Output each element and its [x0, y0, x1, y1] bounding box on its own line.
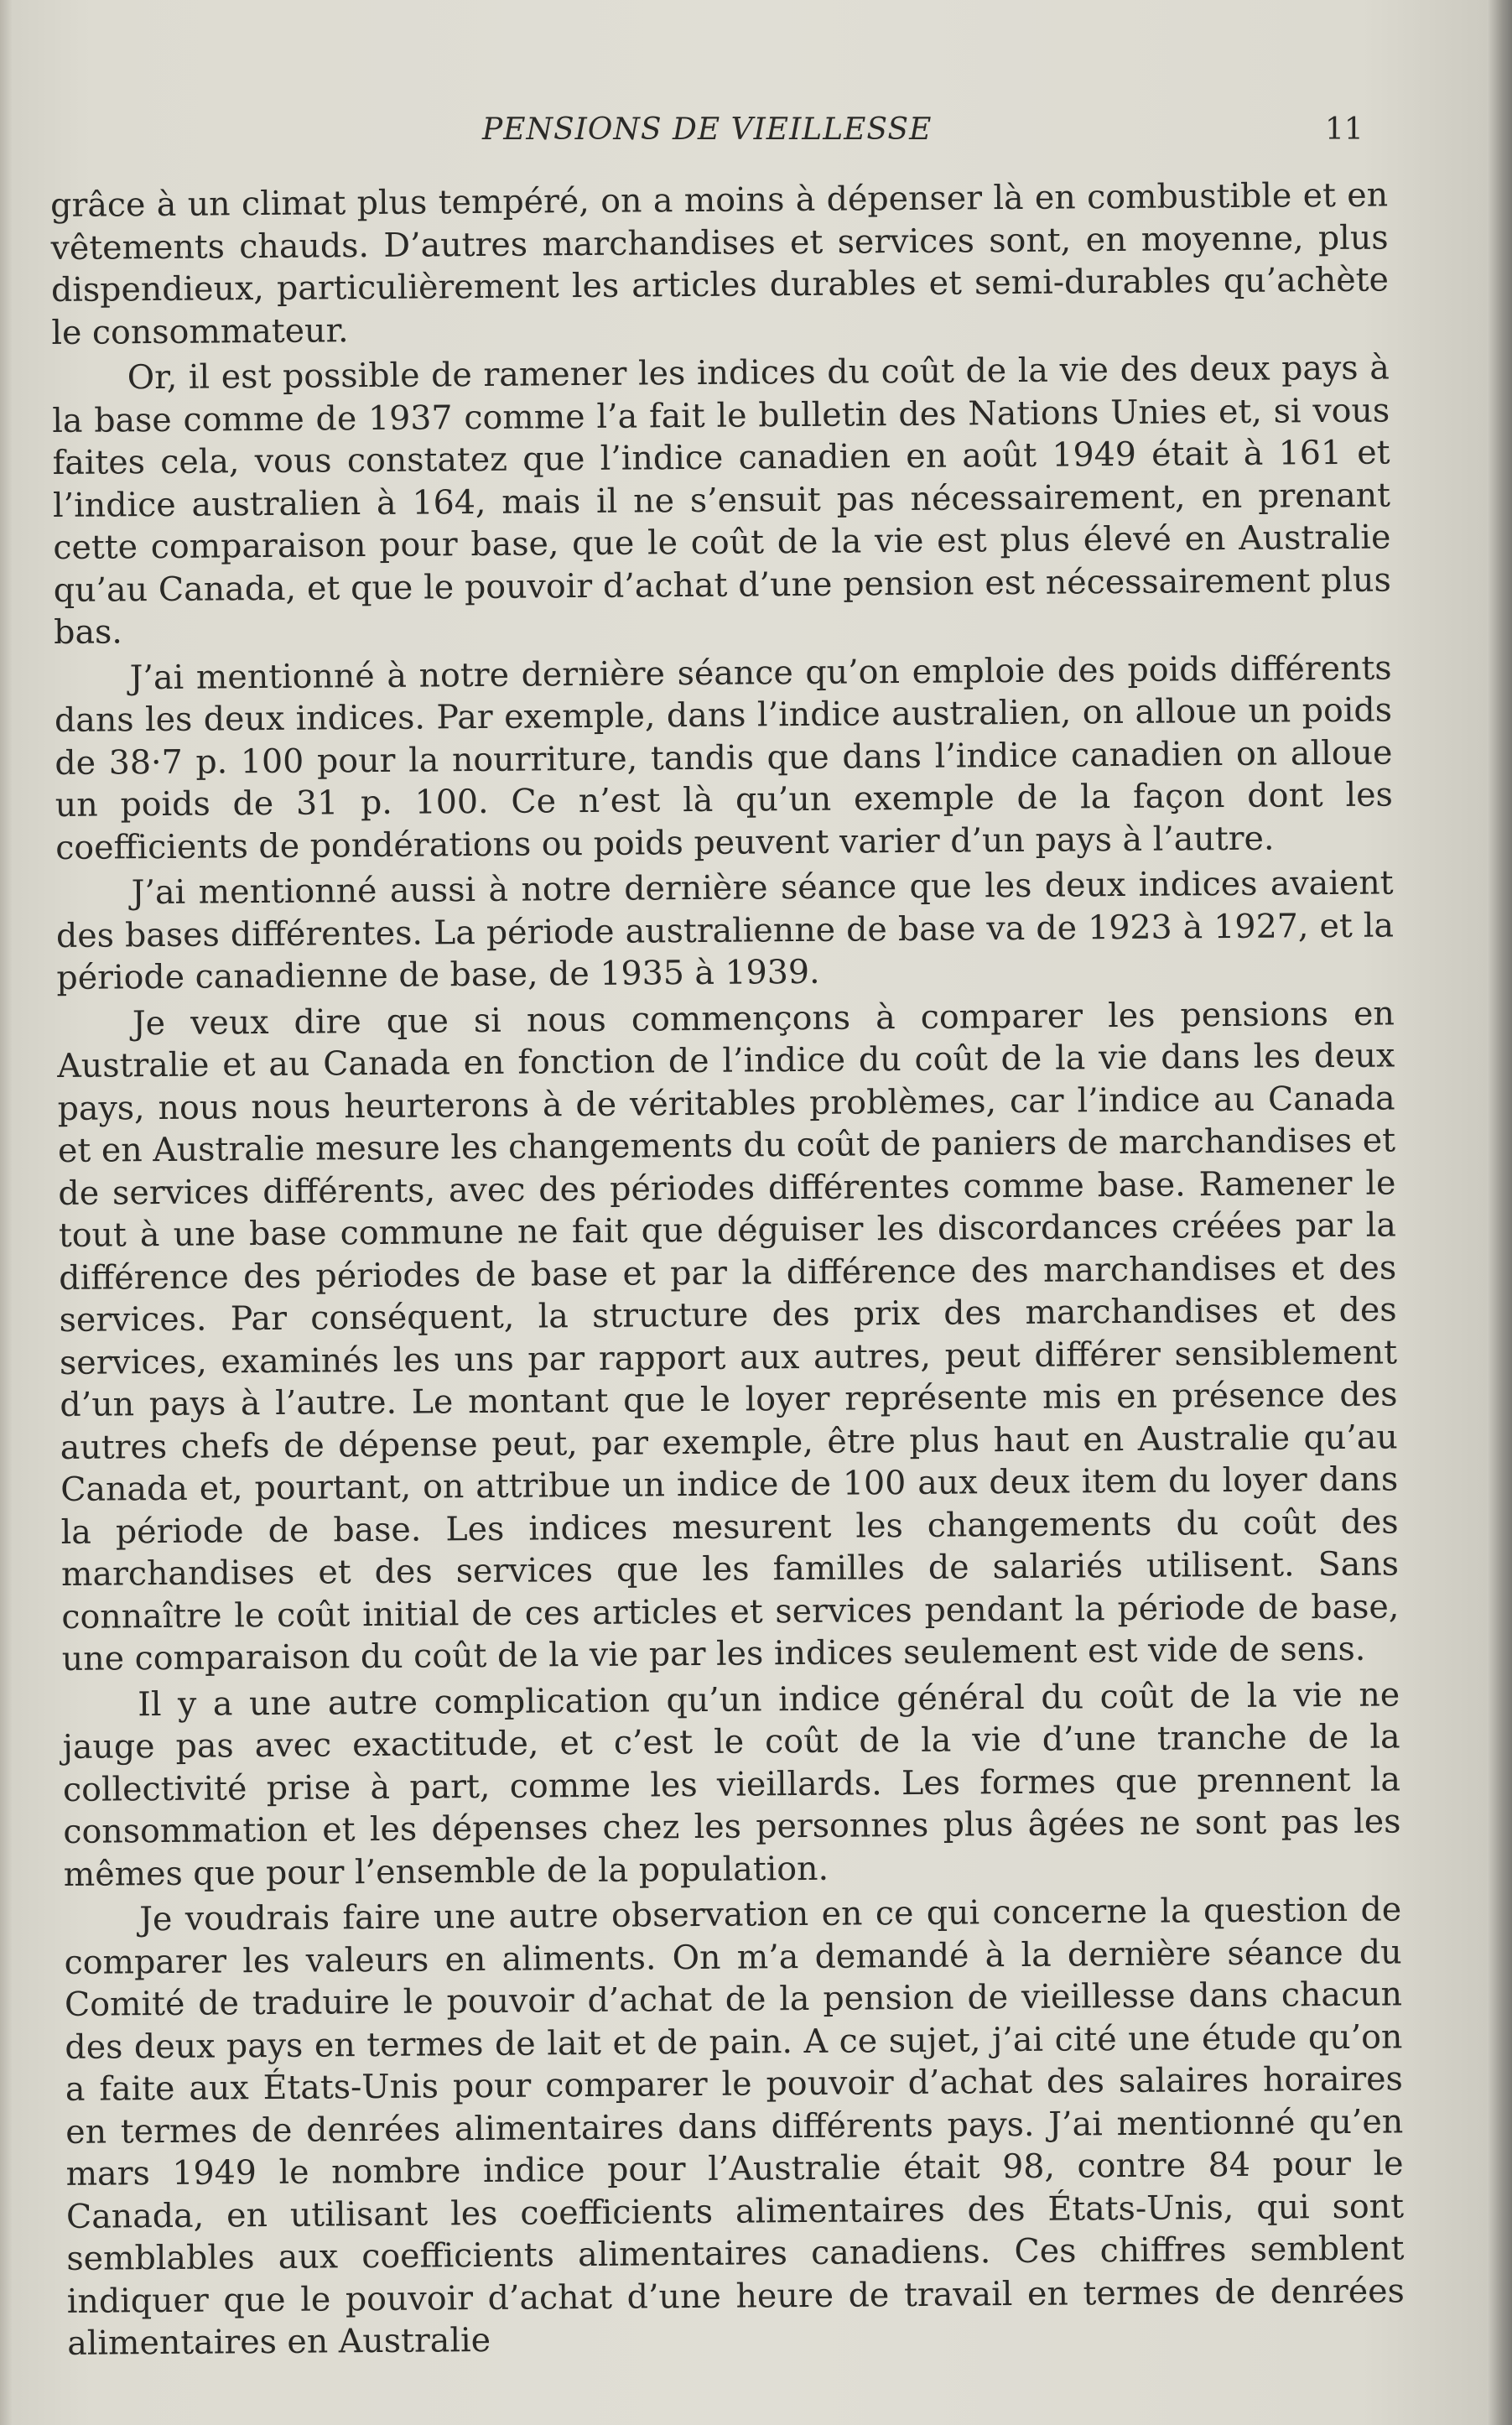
- paragraph: Je veux dire que si nous commençons à comparer les pensions en Australie et au Canada en fonction de l’indice du coût de la vie dans les deux pays, nous nous heurterons à de véritables problèmes, car l’indice au Canada et en Australie mesure les changements du coût de paniers de marchandises et de services différents, avec des périodes différentes comme base. Ramener le tout à une base commune ne fait que déguiser les discordances créées par la différence des périodes de base et par la différence des marchandises et des services. Par conséquent, la structure des prix des marchandises et des services, examinés les uns par rapport aux autres, peut différer sensiblement d’un pays à l’autre. Le montant que le loyer représente mis en présence des autres chefs de dépense peut, par exemple, être plus haut en Australie qu’au Canada et, pourtant, on attribue un indice de 100 aux deux item du loyer dans la période de base. Les indices mesurent les changements du coût des marchandises et des services que les familles de salariés utilisent. Sans connaître le coût initial de ces articles et services pendant la période de base, une comparaison du coût de la vie par les indices seulement est vide de sens.: [57, 993, 1400, 1678]
- paragraph: Il y a une autre complication qu’un indice général du coût de la vie ne jauge pas avec exactitude, et c’est le coût de la vie d’une tranche de la collectivité prise à part, comme les vieillards. Les formes que prennent la consommation et les dépenses chez les personnes plus âgées ne sont pas les mêmes que pour l’ensemble de la population.: [62, 1674, 1401, 1894]
- page-left-edge: [0, 0, 12, 2425]
- paragraph: J’ai mentionné à notre dernière séance qu’on emploie des poids différents dans les deux indices. Par exemple, dans l’indice australien, on alloue un poids de 38·7 p. 100 pour la nourriture, tandis que dans l’indice canadien on alloue un poids de 31 p. 100. Ce n’est là qu’un exemple de la façon dont les coefficients de pondérations ou poids peuvent varier d’un pays à l’autre.: [54, 648, 1393, 867]
- running-head: PENSIONS DE VIEILLESSE: [482, 112, 933, 147]
- body-text: [50, 174, 1405, 2368]
- paragraph: grâce à un climat plus tempéré, on a moins à dépenser là en combustible et en vêtements chauds. D’autres marchandises et services sont, en moyenne, plus dispendieux, particulièrement les articles durables et semi-durables qu’achète le consommateur.: [50, 175, 1390, 352]
- page-right-edge: [1487, 0, 1512, 2425]
- paragraph: Or, il est possible de ramener les indices du coût de la vie des deux pays à la base comme de 1937 comme l’a fait le bulletin des Nations Unies et, si vous faites cela, vous constatez que l’indice canadien en août 1949 était à 161 et l’indice australien à 164, mais il ne s’ensuit pas nécessairement, en prenant cette comparaison pour base, que le coût de la vie est plus élevé en Australie qu’au Canada, et que le pouvoir d’achat d’une pension est nécessairement plus bas.: [52, 348, 1391, 652]
- page-number: 11: [1325, 112, 1364, 147]
- paragraph: J’ai mentionné aussi à notre dernière séance que les deux indices avaient des bases différentes. La période australienne de base va de 1923 à 1927, et la période canadienne de base, de 1935 à 1939.: [55, 863, 1395, 997]
- paragraph: Je voudrais faire une autre observation en ce qui concerne la question de comparer les valeurs en aliments. On m’a demandé à la dernière séance du Comité de traduire le pouvoir d’achat de la pension de vieillesse dans chacun des deux pays en termes de lait et de pain. A ce sujet, j’ai cité une étude qu’on a faite aux États-Unis pour comparer le pouvoir d’achat des salaires horaires en termes de denrées alimentaires dans différents pays. J’ai mentionné qu’en mars 1949 le nombre indice pour l’Australie était 98, contre 84 pour le Canada, en utilisant les coefficients alimentaires des États-Unis, qui sont semblables aux coefficients alimentaires canadiens. Ces chiffres semblent indiquer que le pouvoir d’achat d’une heure de travail en termes de denrées alimentaires en Australie: [64, 1890, 1405, 2363]
